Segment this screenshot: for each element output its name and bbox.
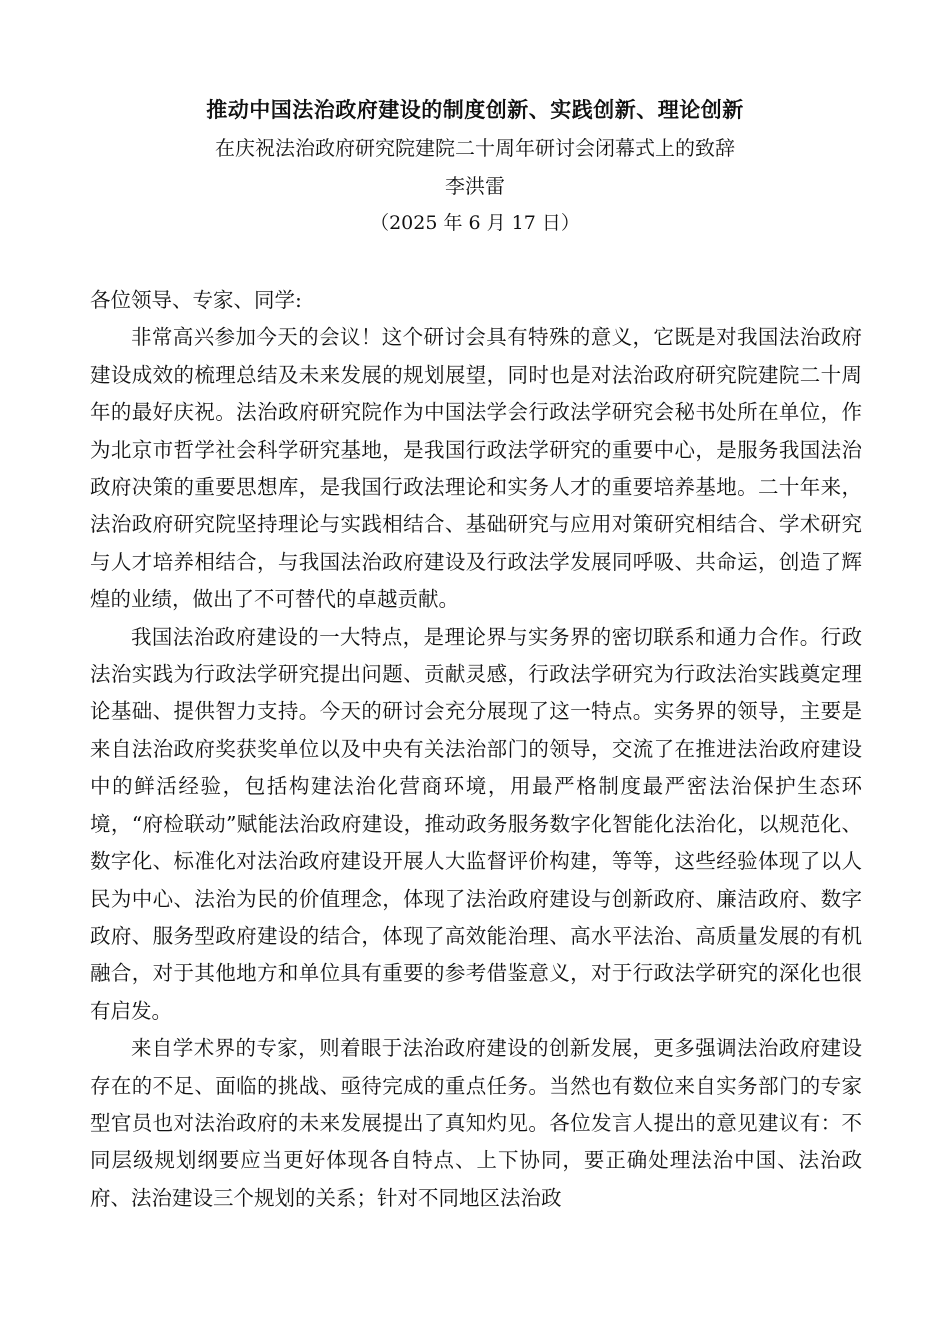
document-title: 推动中国法治政府建设的制度创新、实践创新、理论创新 (206, 97, 744, 122)
paragraph-3: 来自学术界的专家，则着眼于法治政府建设的创新发展，更多强调法治政府建设存在的不足、面临的挑战、亟待完成的重点任务。当然也有数位来自实务部门的专家型官员也对法治政府的未来发展提出了真知灼见。各位发言人提出的意见建议有：不同层级规划纲要应当更好体现各自特点、上下协同，要正确处理法治中国、法治政府、法治建设三个规划的关系；针对不同地区法治政 (90, 1036, 862, 1210)
paragraph-1: 非常高兴参加今天的会议！这个研讨会具有特殊的意义，它既是对我国法治政府建设成效的梳理总结及未来发展的规划展望，同时也是对法治政府研究院建院二十周年的最好庆祝。法治政府研究院作为中国法学会行政法学研究会秘书处所在单位，作为北京市哲学社会科学研究基地，是我国行政法学研究的重要中心，是服务我国法治政府决策的重要思想库，是我国行政法理论和实务人才的重要培养基地。二十年来，法治政府研究院坚持理论与实践相结合、基础研究与应用对策研究相结合、学术研究与人才培养相结合，与我国法治政府建设及行政法学发展同呼吸、共命运，创造了辉煌的业绩，做出了不可替代的卓越贡献。 (90, 325, 862, 612)
document-author: 李洪雷 (445, 174, 505, 198)
document-subtitle: 在庆祝法治政府研究院建院二十周年研讨会闭幕式上的致辞 (215, 136, 735, 160)
paragraph-2: 我国法治政府建设的一大特点，是理论界与实务界的密切联系和通力合作。行政法治实践为行政法学研究提出问题、贡献灵感，行政法学研究为行政法治实践奠定理论基础、提供智力支持。今天的研讨会充分展现了这一特点。实务界的领导，主要是来自法治政府奖获奖单位以及中央有关法治部门的领导，交流了在推进法治政府建设中的鲜活经验，包括构建法治化营商环境，用最严格制度最严密法治保护生态环境，“府检联动”赋能法治政府建设，推动政务服务数字化智能化法治化，以规范化、数字化、标准化对法治政府建设开展人大监督评价构建，等等，这些经验体现了以人民为中心、法治为民的价值理念，体现了法治政府建设与创新政府、廉洁政府、数字政府、服务型政府建设的结合，体现了高效能治理、高水平法治、高质量发展的有机融合，对于其他地方和单位具有重要的参考借鉴意义，对于行政法学研究的深化也很有启发。 (90, 624, 862, 1023)
document-body (90, 282, 862, 1217)
document-date: （2025 年 6 月 17 日） (370, 212, 580, 234)
salutation: 各位领导、专家、同学: (90, 288, 302, 312)
